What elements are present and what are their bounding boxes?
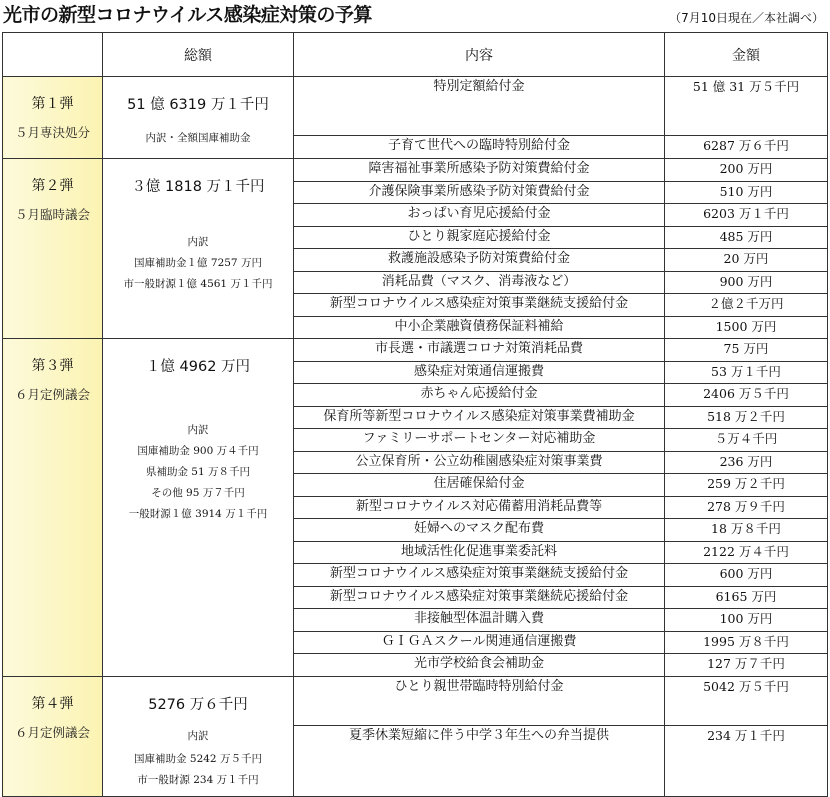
stage-name: 第４弾 — [31, 695, 74, 712]
item-content: 地域活性化促進事業委託料 — [294, 541, 665, 564]
item-amount: 75 万円 — [665, 339, 828, 362]
budget-table — [2, 32, 828, 797]
stage-name: 第１弾 — [31, 96, 74, 112]
item-content: 消耗品費（マスク、消毒液など） — [294, 271, 665, 294]
total-cell — [103, 159, 294, 339]
item-amount: 1500 万円 — [665, 316, 828, 339]
item-content: 赤ちゃん応援給付金 — [294, 384, 665, 407]
total-amount: ３億 1818 万１千円 — [131, 179, 265, 195]
breakdown-heading: 内訳 — [187, 729, 209, 742]
table-body — [3, 77, 828, 797]
breakdown-line: 国庫補助金 900 万４千円 — [137, 445, 259, 457]
header-content: 内容 — [294, 33, 665, 77]
date-note: （7月10日現在／本社調べ） — [669, 11, 824, 25]
item-amount: 100 万円 — [665, 609, 828, 632]
item-content: ひとり親世帯臨時特別給付金 — [294, 676, 665, 725]
breakdown-line: 国庫補助金１億 7257 万円 — [134, 257, 262, 269]
item-content: 新型コロナウイルス対応備蓄用消耗品費等 — [294, 496, 665, 519]
item-content: ファミリーサポートセンター対応補助金 — [294, 429, 665, 452]
stage-session: ５月臨時議会 — [14, 207, 90, 222]
item-amount: ５万４千円 — [665, 429, 828, 452]
item-content: 妊婦へのマスク配布費 — [294, 519, 665, 542]
item-content: 住居確保給付金 — [294, 474, 665, 497]
table-row — [3, 339, 828, 362]
item-content: 夏季休業短縮に伴う中学３年生への弁当提供 — [294, 725, 665, 796]
item-content: 中小企業融資債務保証料補給 — [294, 316, 665, 339]
item-amount: 1995 万８千円 — [665, 631, 828, 654]
item-amount: 51 億 31 万５千円 — [665, 77, 828, 136]
item-content: 公立保育所・公立幼稚園感染症対策事業費 — [294, 451, 665, 474]
item-content: 障害福祉事業所感染予防対策費給付金 — [294, 159, 665, 182]
total-amount: １億 4962 万円 — [145, 359, 251, 375]
item-content: 子育て世代への臨時特別給付金 — [294, 136, 665, 159]
item-amount: 5042 万５千円 — [665, 676, 828, 725]
item-content: 救護施設感染予防対策費給付金 — [294, 249, 665, 272]
item-amount: 200 万円 — [665, 159, 828, 182]
table-row — [3, 676, 828, 725]
item-amount: 2406 万５千円 — [665, 384, 828, 407]
header-total: 総額 — [103, 33, 294, 77]
item-content: 新型コロナウイルス感染症対策事業継続支援給付金 — [294, 564, 665, 587]
item-amount: 236 万円 — [665, 451, 828, 474]
breakdown-heading: 内訳・全額国庫補助金 — [145, 132, 251, 144]
total-cell — [103, 339, 294, 677]
item-content: ひとり親家庭応援給付金 — [294, 226, 665, 249]
header-row — [3, 33, 828, 77]
stage-cell — [3, 676, 103, 796]
item-content: ＧＩＧＡスクール関連通信運搬費 — [294, 631, 665, 654]
breakdown-line: 市一般財源１億 4561 万１千円 — [123, 278, 273, 290]
item-amount: 278 万９千円 — [665, 496, 828, 519]
breakdown-line: 市一般財源 234 万１千円 — [137, 773, 259, 786]
item-amount: 510 万円 — [665, 181, 828, 204]
item-content: 特別定額給付金 — [294, 77, 665, 136]
item-content: 新型コロナウイルス感染症対策事業継続応援給付金 — [294, 586, 665, 609]
item-content: 非接触型体温計購入費 — [294, 609, 665, 632]
item-content: 市長選・市議選コロナ対策消耗品費 — [294, 339, 665, 362]
item-amount: 6165 万円 — [665, 586, 828, 609]
item-amount: 6203 万１千円 — [665, 204, 828, 227]
stage-name: 第２弾 — [31, 178, 74, 194]
item-amount: 18 万８千円 — [665, 519, 828, 542]
stage-session: ６月定例議会 — [14, 724, 90, 740]
stage-name: 第３弾 — [31, 358, 74, 374]
total-amount: 51 億 6319 万１千円 — [127, 97, 269, 113]
stage-cell — [3, 339, 103, 677]
item-amount: 485 万円 — [665, 226, 828, 249]
item-amount: 518 万２千円 — [665, 406, 828, 429]
stage-session: ６月定例議会 — [14, 387, 90, 402]
item-content: 光市学校給食会補助金 — [294, 654, 665, 677]
stage-cell — [3, 159, 103, 339]
item-amount: 900 万円 — [665, 271, 828, 294]
item-amount: 2122 万４千円 — [665, 541, 828, 564]
total-cell — [103, 77, 294, 159]
item-amount: 6287 万６千円 — [665, 136, 828, 159]
page-title: 光市の新型コロナウイルス感染症対策の予算 — [3, 4, 372, 26]
item-amount: 259 万２千円 — [665, 474, 828, 497]
item-amount: ２億２千万円 — [665, 294, 828, 317]
breakdown-line: 県補助金 51 万８千円 — [145, 466, 251, 478]
item-content: 保育所等新型コロナウイルス感染症対策事業費補助金 — [294, 406, 665, 429]
breakdown-heading: 内訳 — [187, 424, 209, 436]
header-amount: 金額 — [665, 33, 828, 77]
header-stage — [3, 33, 103, 77]
stage-cell — [3, 77, 103, 159]
breakdown-line: 国庫補助金 5242 万５千円 — [134, 752, 262, 765]
table-row — [3, 77, 828, 136]
table-row — [3, 159, 828, 182]
item-amount: 53 万１千円 — [665, 361, 828, 384]
breakdown-line: 一般財源１億 3914 万１千円 — [128, 508, 268, 520]
breakdown-line: その他 95 万７千円 — [151, 487, 245, 499]
stage-session: ５月専決処分 — [14, 125, 90, 140]
item-content: 感染症対策通信運搬費 — [294, 361, 665, 384]
total-cell — [103, 676, 294, 796]
item-amount: 20 万円 — [665, 249, 828, 272]
breakdown-heading: 内訳 — [187, 236, 209, 248]
item-content: おっぱい育児応援給付金 — [294, 204, 665, 227]
item-amount: 600 万円 — [665, 564, 828, 587]
item-content: 新型コロナウイルス感染症対策事業継続支援給付金 — [294, 294, 665, 317]
item-content: 介護保険事業所感染予防対策費給付金 — [294, 181, 665, 204]
item-amount: 234 万１千円 — [665, 725, 828, 796]
total-amount: 5276 万６千円 — [148, 696, 248, 713]
item-amount: 127 万７千円 — [665, 654, 828, 677]
